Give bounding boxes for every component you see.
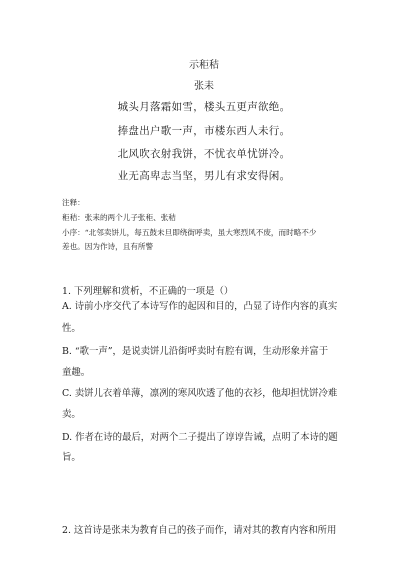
note-line: 小序：“北邻卖饼儿，每五鼓未旦即绕街呼卖，虽大寒烈风不废，而时略不少 bbox=[62, 228, 317, 237]
notes-heading: 注释： bbox=[62, 198, 85, 207]
question-1-stem: 1. 下列理解和赏析，不正确的一项是（） bbox=[62, 286, 234, 297]
note-line: 差也。因为作诗，且有所警 bbox=[62, 242, 154, 251]
poem-line: 捧盘出户歌一声，市楼东西人未行。 bbox=[117, 125, 291, 137]
question-2-stem: 2. 这首诗是张耒为教育自己的孩子而作，请对其的教育内容和所用 bbox=[62, 525, 337, 536]
option-c-line: C. 卖饼儿衣着单薄，凛冽的寒风吹透了他的衣衫，他却担忧饼冷难 bbox=[62, 388, 338, 399]
option-b-line: 童趣。 bbox=[62, 367, 91, 378]
option-a-line: A. 诗前小序交代了本诗写作的起因和目的，凸显了诗作内容的真实 bbox=[62, 301, 338, 312]
poem-author: 张耒 bbox=[194, 81, 214, 92]
option-d-line: D. 作者在诗的最后，对两个二子提出了谆谆告诫，点明了本诗的题 bbox=[62, 432, 338, 443]
poem-line: 业无高卑志当坚，男儿有求安得闲。 bbox=[117, 170, 291, 182]
option-a-line: 性。 bbox=[62, 323, 81, 334]
poem-title: 示秬秸 bbox=[189, 60, 219, 71]
poem-line: 北风吹衣射我饼，不忧衣单忧饼冷。 bbox=[117, 148, 291, 160]
note-line: 秬秸：张耒的两个儿子张秬、张秸 bbox=[62, 213, 176, 222]
poem-line: 城头月落霜如雪，楼头五更声欲绝。 bbox=[117, 101, 291, 113]
option-c-line: 卖。 bbox=[62, 409, 81, 420]
option-d-line: 旨。 bbox=[62, 452, 81, 463]
option-b-line: B. “歌一声”，是说卖饼儿沿街呼卖时有腔有调，生动形象并富于 bbox=[62, 346, 329, 357]
